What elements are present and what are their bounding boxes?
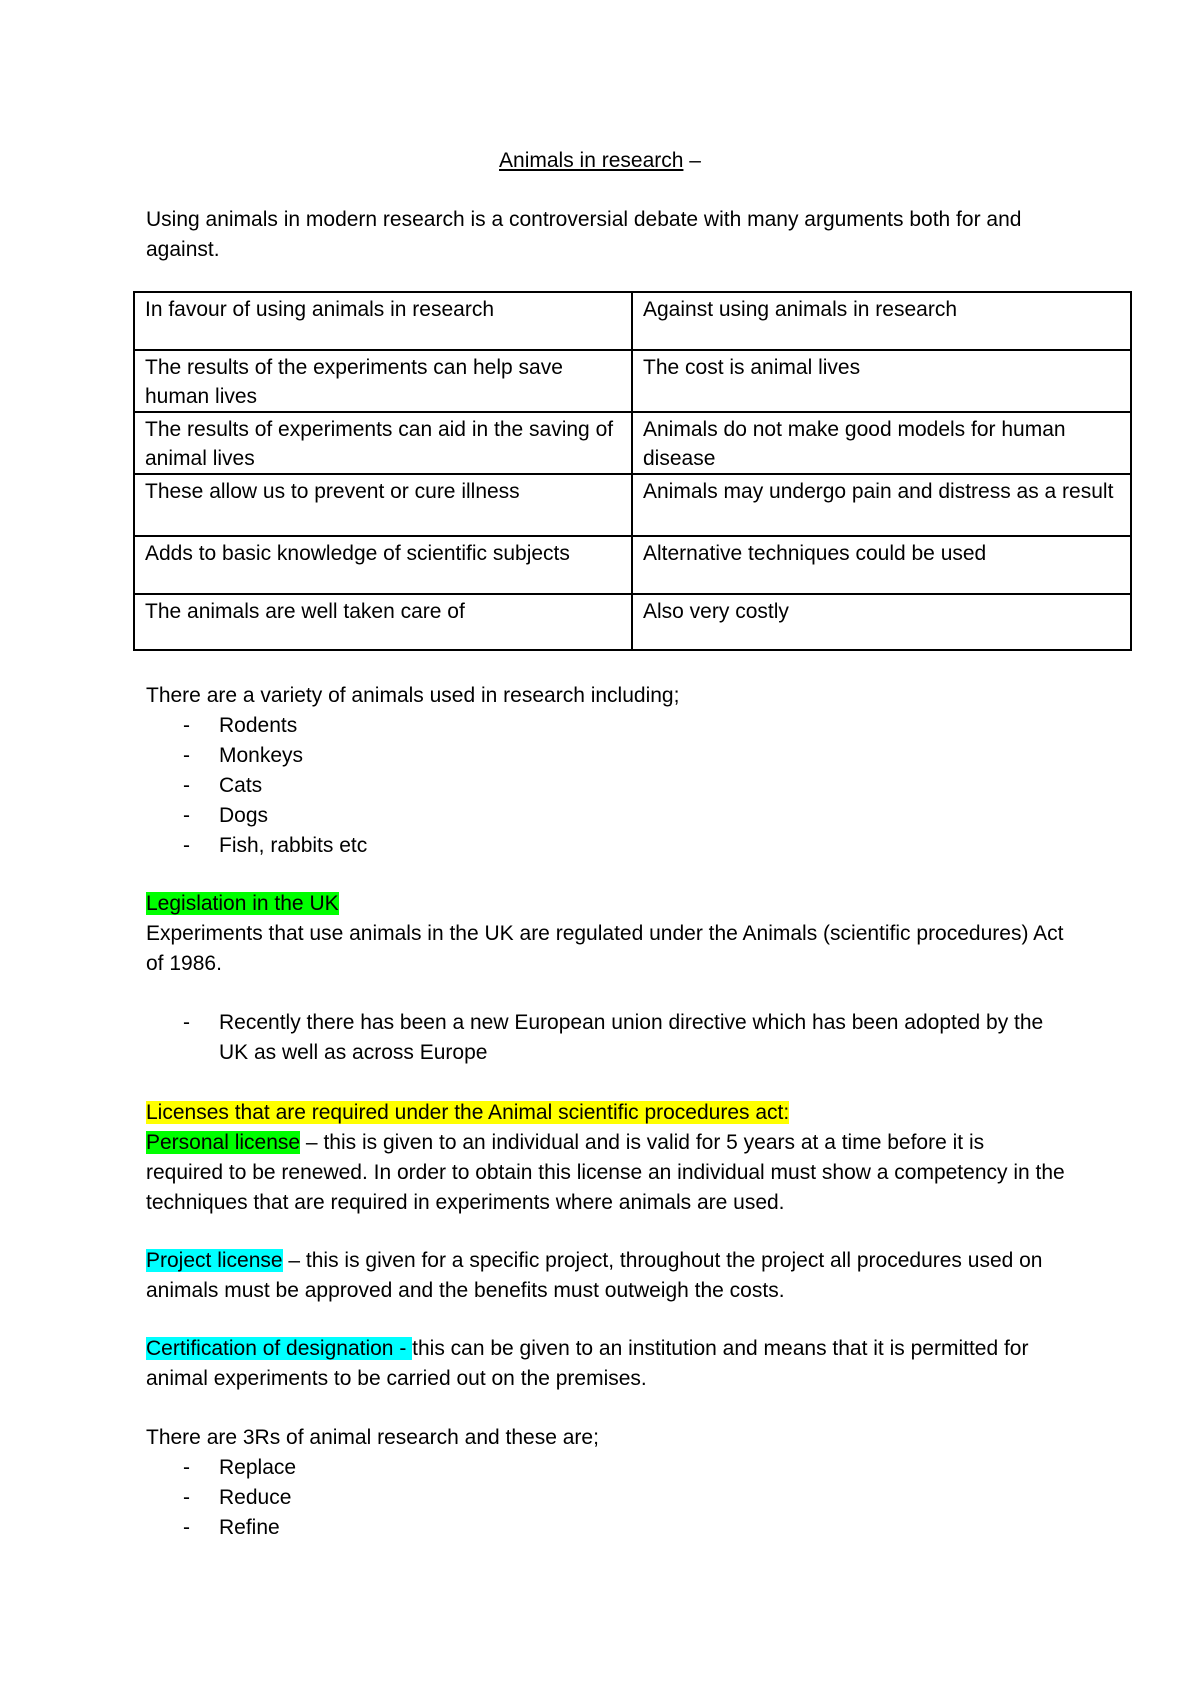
project-license-label: Project license [146, 1249, 283, 1272]
licenses-heading: Licenses that are required under the Animal scientific procedures act: [146, 1101, 790, 1124]
table-cell-for: The results of experiments can aid in the saving of animal lives [134, 412, 632, 474]
list-item: - Fish, rabbits etc [183, 834, 368, 857]
header-for: In favour of using animals in research [134, 292, 632, 350]
directive-section [146, 1008, 1066, 1068]
project-license-text: – this is given for a specific project, throughout the project all procedures used on animals must be approved and the benefits must outweigh the costs. [146, 1249, 1043, 1302]
list-item: - Rodents [183, 714, 298, 737]
table-cell-for: The animals are well taken care of [134, 594, 632, 650]
table-cell-against: Animals may undergo pain and distress as a result [632, 474, 1131, 536]
list-item: - Dogs [183, 804, 269, 827]
table-row [134, 350, 1131, 412]
table-cell-for: The results of the experiments can help save human lives [134, 350, 632, 412]
certification-label: Certification of designation - [146, 1337, 413, 1360]
three-rs-list [146, 1453, 1066, 1543]
table-row [134, 412, 1131, 474]
table-row [134, 536, 1131, 594]
table-cell-against: Animals do not make good models for human disease [632, 412, 1131, 474]
animals-section [146, 681, 1066, 861]
table-row [134, 474, 1131, 536]
certification-paragraph [146, 1334, 1066, 1394]
list-item: - Recently there has been a new European union directive which has been adopted by the UK as well as across Europe [183, 1011, 1044, 1064]
personal-license-paragraph [146, 1128, 1066, 1218]
table-cell-for: These allow us to prevent or cure illness [134, 474, 632, 536]
animals-list [146, 711, 1066, 861]
legislation-text: Experiments that use animals in the UK are regulated under the Animals (scientific procedures) Act of 1986. [146, 922, 1064, 975]
personal-license-text: – this is given to an individual and is valid for 5 years at a time before it is required to be renewed. In order to obtain this license an individual must show a competency in the techniques that are required in experiments where animals are used. [146, 1131, 1065, 1214]
licenses-section [146, 1098, 1066, 1218]
animals-lead: There are a variety of animals used in research including; [146, 684, 680, 707]
list-item: - Replace [183, 1456, 297, 1479]
list-item: - Monkeys [183, 744, 304, 767]
table-header-row [134, 292, 1131, 350]
table-row [134, 594, 1131, 650]
three-rs-section [146, 1423, 1066, 1543]
legislation-heading: Legislation in the UK [146, 892, 339, 915]
certification-text: this can be given to an institution and means that it is permitted for animal experiments to be carried out on the premises. [146, 1337, 1029, 1390]
list-item: - Cats [183, 774, 263, 797]
list-item: - Reduce [183, 1486, 292, 1509]
legislation-section [146, 889, 1066, 979]
intro-paragraph: Using animals in modern research is a controversial debate with many arguments both for and against. [146, 208, 1022, 261]
table-cell-against: Alternative techniques could be used [632, 536, 1131, 594]
personal-license-label: Personal license [146, 1131, 301, 1154]
header-against: Against using animals in research [632, 292, 1131, 350]
title-text: Animals in research [499, 149, 684, 172]
table-cell-against: The cost is animal lives [632, 350, 1131, 412]
project-license-paragraph [146, 1246, 1066, 1306]
list-item: - Refine [183, 1516, 280, 1539]
directive-text: Recently there has been a new European union directive which has been adopted by the UK as well as across Europe [219, 1011, 1044, 1064]
directive-list [146, 1008, 1066, 1068]
title-dash: – [683, 149, 701, 172]
table-cell-against: Also very costly [632, 594, 1131, 650]
arguments-table [133, 291, 1132, 651]
three-rs-lead: There are 3Rs of animal research and these are; [146, 1426, 599, 1449]
page-title [0, 146, 1200, 176]
table-cell-for: Adds to basic knowledge of scientific subjects [134, 536, 632, 594]
